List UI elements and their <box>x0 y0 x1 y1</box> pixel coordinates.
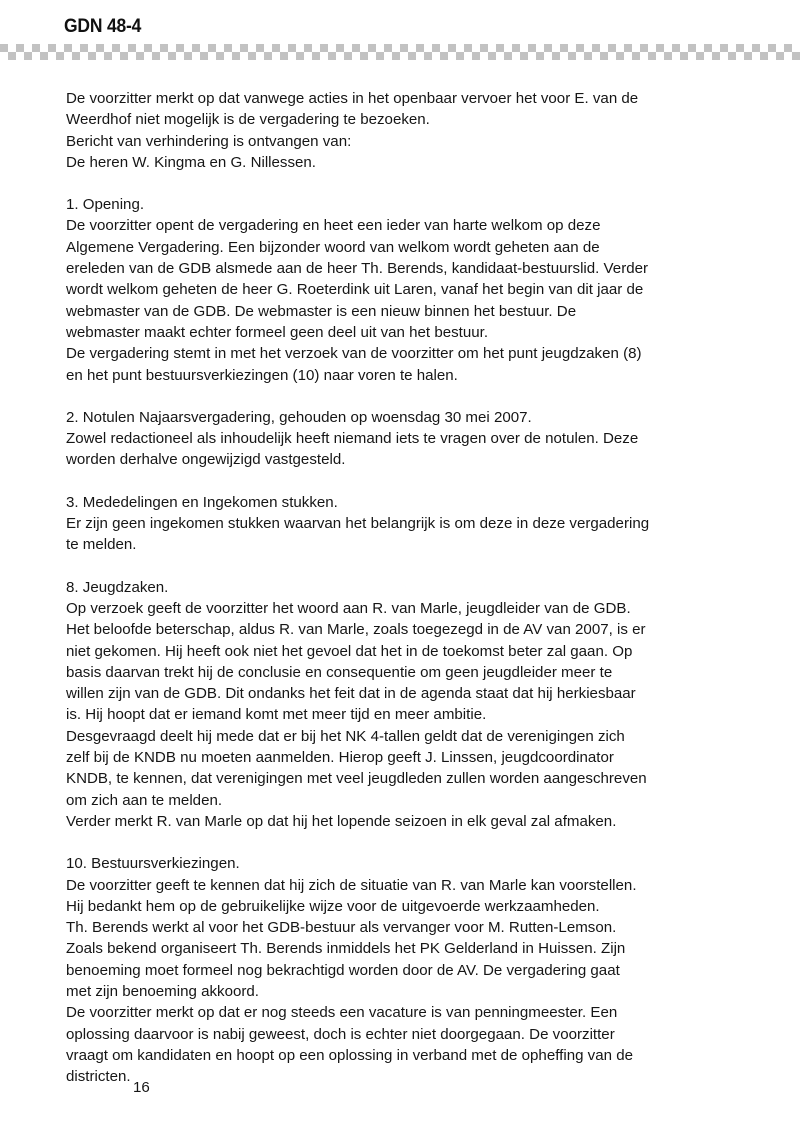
text-line: oplossing daarvoor is nabij geweest, doch is echter niet doorgegaan. De voorzitter <box>66 1025 615 1043</box>
text-line: De voorzitter geeft te kennen dat hij zich de situatie van R. van Marle kan voorstellen. <box>66 876 637 894</box>
text-line: is. Hij hoopt dat er iemand komt met meer tijd en meer ambitie. <box>66 706 487 724</box>
text-line: ereleden van de GDB alsmede aan de heer Th. Berends, kandidaat-bestuurslid. Verder <box>66 260 649 278</box>
text-line: basis daarvan trekt hij de conclusie en consequentie om geen jeugdleider meer te <box>66 663 613 681</box>
section-heading: 1. Opening. <box>66 196 145 214</box>
section-heading: 10. Bestuursverkiezingen. <box>66 855 240 873</box>
text-line: webmaster maakt echter formeel geen deel uit van het bestuur. <box>66 323 489 341</box>
text-line: KNDB, te kennen, dat verenigingen met veel jeugdleden zullen worden aangeschreven <box>66 770 647 788</box>
paragraph-section-10 <box>66 853 734 1087</box>
text-line: worden derhalve ongewijzigd vastgesteld. <box>66 451 346 469</box>
text-line: De heren W. Kingma en G. Nillessen. <box>66 153 316 171</box>
text-line: zelf bij de KNDB nu moeten aanmelden. Hierop geeft J. Linssen, jeugdcoordinator <box>66 749 614 767</box>
paragraph-section-2 <box>66 407 734 471</box>
text-line: Bericht van verhindering is ontvangen van: <box>66 132 352 150</box>
text-line: en het punt bestuursverkiezingen (10) naar voren te halen. <box>66 366 458 384</box>
checker-row-top <box>0 44 800 52</box>
text-line: De voorzitter merkt op dat er nog steeds een vacature is van penningmeester. Een <box>66 1004 618 1022</box>
checker-row-bottom <box>0 52 800 60</box>
page-title: GDN 48-4 <box>64 16 142 37</box>
text-line: districten. <box>66 1068 131 1086</box>
text-line: Verder merkt R. van Marle op dat hij het lopende seizoen in elk geval zal afmaken. <box>66 812 617 830</box>
text-line: vraagt om kandidaten en hoopt op een oplossing in verband met de opheffing van de <box>66 1046 633 1064</box>
paragraph-intro <box>66 88 734 173</box>
paragraph-section-1 <box>66 194 734 386</box>
section-heading: 8. Jeugdzaken. <box>66 578 169 596</box>
checkered-band-decoration <box>0 44 800 61</box>
text-line: De voorzitter merkt op dat vanwege acties in het openbaar vervoer het voor E. van de <box>66 90 639 107</box>
text-line: Th. Berends werkt al voor het GDB-bestuur als vervanger voor M. Rutten-Lemson. <box>66 919 617 937</box>
section-heading: 2. Notulen Najaarsvergadering, gehouden op woensdag 30 mei 2007. <box>66 408 532 426</box>
text-line: met zijn benoeming akkoord. <box>66 982 259 1000</box>
page-number: 16 <box>133 1079 150 1096</box>
text-line: Hij bedankt hem op de gebruikelijke wijze voor de uitgevoerde werkzaamheden. <box>66 897 600 915</box>
text-line: webmaster van de GDB. De webmaster is een nieuw binnen het bestuur. De <box>66 302 577 320</box>
text-line: benoeming moet formeel nog bekrachtigd worden door de AV. De vergadering gaat <box>66 961 620 979</box>
text-line: Op verzoek geeft de voorzitter het woord aan R. van Marle, jeugdleider van de GDB. <box>66 599 631 617</box>
document-body <box>66 88 734 1087</box>
text-line: niet gekomen. Hij heeft ook niet het gevoel dat het in de toekomst beter zal gaan. Op <box>66 642 633 660</box>
text-line: Weerdhof niet mogelijk is de vergadering te bezoeken. <box>66 111 430 129</box>
text-line: De vergadering stemt in met het verzoek van de voorzitter om het punt jeugdzaken (8) <box>66 345 642 363</box>
text-line: Algemene Vergadering. Een bijzonder woord van welkom wordt geheten aan de <box>66 238 600 256</box>
section-heading: 3. Mededelingen en Ingekomen stukken. <box>66 493 338 511</box>
text-line: Zoals bekend organiseert Th. Berends inmiddels het PK Gelderland in Huissen. Zijn <box>66 940 626 958</box>
text-line: Er zijn geen ingekomen stukken waarvan het belangrijk is om deze in deze vergadering <box>66 515 650 533</box>
text-line: om zich aan te melden. <box>66 791 223 809</box>
paragraph-section-8 <box>66 577 734 833</box>
text-line: De voorzitter opent de vergadering en heet een ieder van harte welkom op deze <box>66 217 601 235</box>
text-line: willen zijn van de GDB. Dit ondanks het feit dat in de agenda staat dat hij herkiesbaar <box>66 685 636 703</box>
text-line: Het beloofde beterschap, aldus R. van Marle, zoals toegezegd in de AV van 2007, is er <box>66 621 646 639</box>
text-line: Zowel redactioneel als inhoudelijk heeft niemand iets te vragen over de notulen. Deze <box>66 430 639 448</box>
text-line: te melden. <box>66 536 137 554</box>
text-line: wordt welkom geheten de heer G. Roeterdink uit Laren, vanaf het begin van dit jaar de <box>66 281 644 299</box>
text-line: Desgevraagd deelt hij mede dat er bij het NK 4-tallen geldt dat de verenigingen zich <box>66 727 625 745</box>
paragraph-section-3 <box>66 492 734 556</box>
